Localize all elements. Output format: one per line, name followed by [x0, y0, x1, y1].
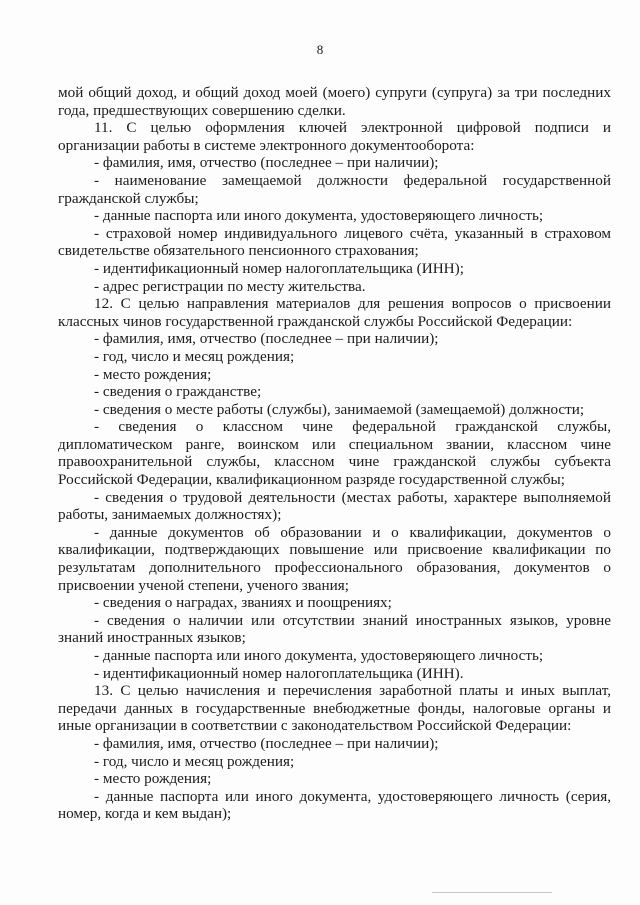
list-item: - фамилия, имя, отчество (последнее – при наличии); — [94, 330, 439, 348]
list-item: - год, число и месяц рождения; — [94, 752, 295, 770]
list-item: - сведения о наличии или отсутствии знаний иностранных языков, уровне знаний иностранных языков; — [58, 611, 611, 647]
document-body — [58, 84, 611, 823]
paragraph-section-12: 12. С целью направления материалов для решения вопросов о присвоении классных чинов государственной гражданской службы Российской Федерации: — [58, 295, 611, 330]
list-item: - сведения о трудовой деятельности (местах работы, характере выполняемой работы, занимаемых должностях); — [58, 488, 611, 524]
page-number: 8 — [316, 42, 324, 57]
list-item: - год, число и месяц рождения; — [94, 347, 295, 365]
list-item: - сведения о месте работы (службы), занимаемой (замещаемой) должности; — [94, 400, 585, 418]
list-item: - идентификационный номер налогоплательщика (ИНН). — [94, 664, 464, 682]
list-item: - сведения о наградах, званиях и поощрениях; — [94, 594, 392, 612]
list-item: - сведения о классном чине федеральной гражданской службы, дипломатическом ранге, воинском или специальном звании, классном чине правоохранительной службы, классном чине гражданской службы субъекта Российской Федерации, квалификационном разряде государственной службы; — [58, 418, 611, 489]
scan-edge-line — [432, 892, 552, 893]
list-item: - место рождения; — [94, 365, 212, 383]
paragraph: мой общий доход, и общий доход моей (моего) супруги (супруга) за три последних года, предшествующих совершению сделки. — [58, 84, 611, 119]
list-item: - данные документов об образовании и о квалификации, документов о квалификации, подтверждающих повышение или присвоение квалификации по результатам дополнительного профессионального образования, документов о присвоении ученой степени, ученого звания; — [58, 523, 611, 594]
paragraph-section-13: 13. С целью начисления и перечисления заработной платы и иных выплат, передачи данных в государственные внебюджетные фонды, налоговые органы и иные организации в соответствии с законодательством Российской Федерации: — [58, 682, 611, 735]
list-item: - адрес регистрации по месту жительства. — [94, 277, 366, 295]
list-item: - данные паспорта или иного документа, удостоверяющего личность (серия, номер, когда и кем выдан); — [58, 787, 611, 823]
list-item: - идентификационный номер налогоплательщика (ИНН); — [94, 259, 464, 277]
list-item: - место рождения; — [94, 770, 212, 788]
list-item: - данные паспорта или иного документа, удостоверяющего личность; — [94, 207, 544, 225]
paragraph-section-11: 11. С целью оформления ключей электронной цифровой подписи и организации работы в системе электронного документооборота: — [58, 119, 611, 154]
list-item: - сведения о гражданстве; — [94, 383, 262, 401]
list-item: - данные паспорта или иного документа, удостоверяющего личность; — [94, 647, 544, 664]
list-item: - фамилия, имя, отчество (последнее – при наличии); — [94, 734, 439, 752]
list-item: - страховой номер индивидуального лицевого счёта, указанный в страховом свидетельстве обязательного пенсионного страхования; — [58, 224, 611, 260]
list-item: - фамилия, имя, отчество (последнее – при наличии); — [94, 154, 439, 172]
list-item: - наименование замещаемой должности федеральной государственной гражданской службы; — [58, 171, 611, 207]
